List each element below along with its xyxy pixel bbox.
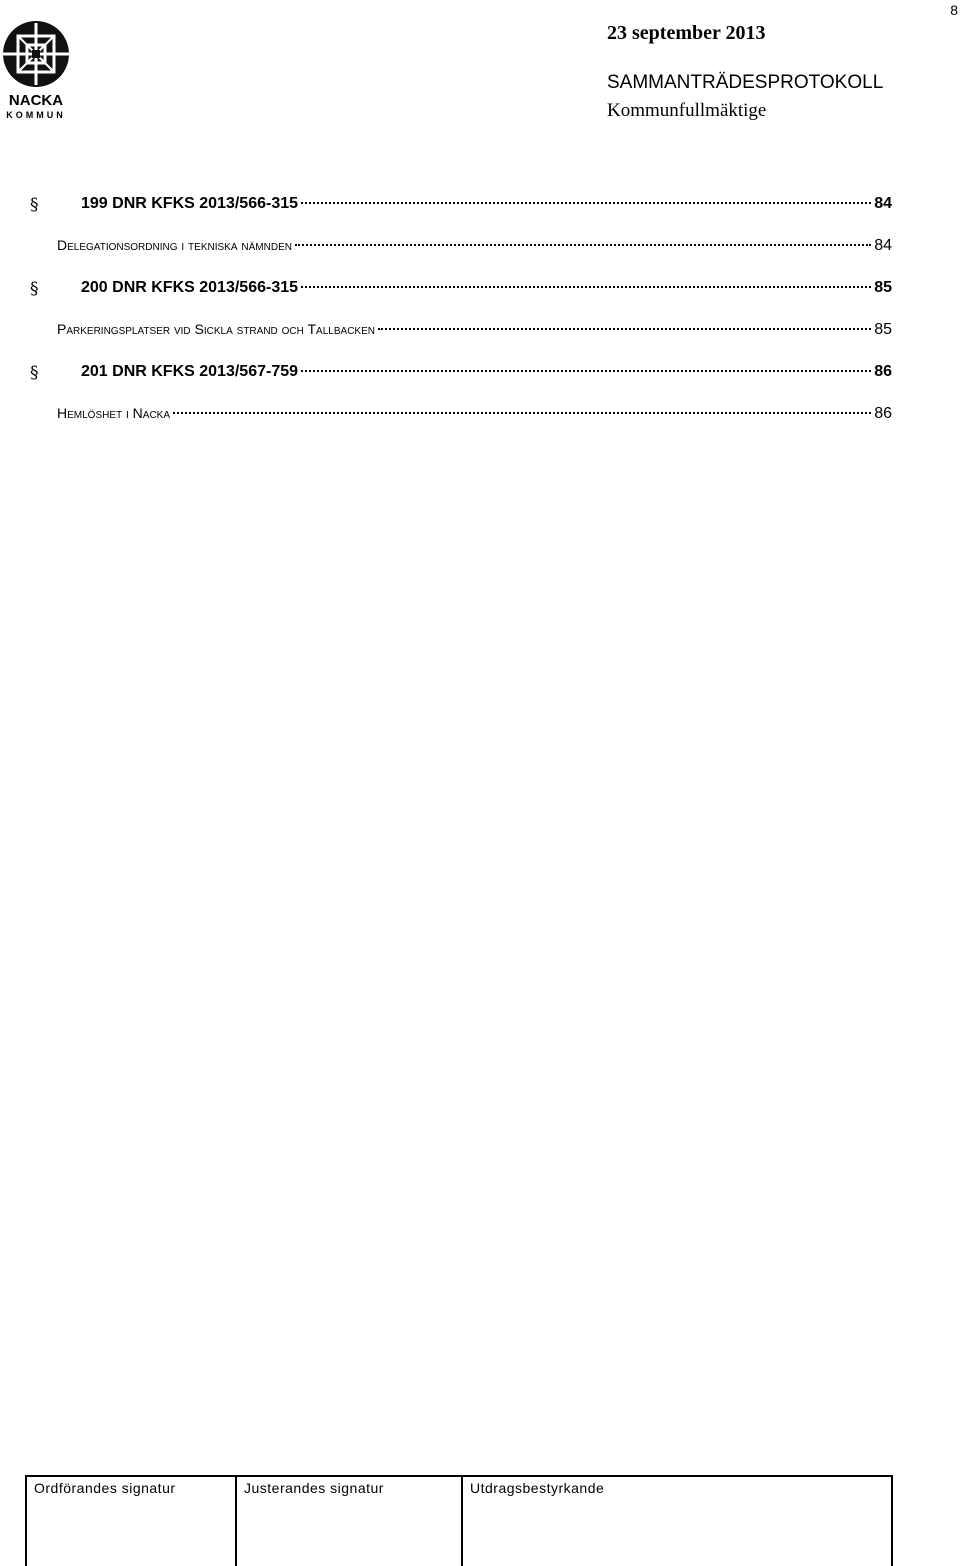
section-sign-icon: § bbox=[30, 363, 39, 383]
toc-leader-dots bbox=[378, 328, 871, 330]
toc-entry-subject[interactable] bbox=[30, 237, 892, 279]
chair-signature-label: Ordförandes signatur bbox=[34, 1480, 176, 1496]
section-sign-icon: § bbox=[30, 195, 39, 215]
toc-page-number: 85 bbox=[874, 279, 892, 296]
meeting-date: 23 september 2013 bbox=[607, 22, 766, 44]
toc-entry-label: Hemlöshet i Nacka bbox=[57, 405, 171, 421]
adjuster-signature-cell bbox=[236, 1476, 462, 1566]
toc-entry-subject[interactable] bbox=[30, 405, 892, 447]
section-sign-icon: § bbox=[30, 279, 39, 299]
nacka-emblem-icon bbox=[0, 20, 72, 92]
document-title: SAMMANTRÄDESPROTOKOLL bbox=[607, 72, 884, 93]
toc-entry-label: Delegationsordning i tekniska nämnden bbox=[57, 237, 292, 253]
toc-leader-dots bbox=[295, 244, 871, 246]
toc-entry-label: 199 DNR KFKS 2013/566-315 bbox=[81, 195, 299, 212]
table-of-contents bbox=[30, 195, 892, 447]
page-number: 8 bbox=[950, 2, 958, 18]
toc-leader-dots bbox=[301, 286, 871, 288]
toc-entry-section[interactable] bbox=[30, 279, 892, 321]
chair-signature-cell bbox=[26, 1476, 236, 1566]
toc-leader-dots bbox=[301, 370, 871, 372]
toc-leader-dots bbox=[301, 202, 871, 204]
toc-page-number: 86 bbox=[874, 363, 892, 380]
signature-table bbox=[25, 1475, 893, 1566]
toc-page-number: 86 bbox=[874, 405, 892, 422]
adjuster-signature-label: Justerandes signatur bbox=[244, 1480, 384, 1496]
toc-entry-subject[interactable] bbox=[30, 321, 892, 363]
logo-name: NACKA bbox=[8, 92, 64, 109]
toc-leader-dots bbox=[173, 412, 871, 414]
toc-page-number: 84 bbox=[874, 195, 892, 212]
toc-page-number: 84 bbox=[874, 237, 892, 254]
certified-extract-cell bbox=[462, 1476, 892, 1566]
nacka-logo bbox=[0, 20, 72, 120]
logo-subtitle: KOMMUN bbox=[6, 110, 66, 120]
toc-page-number: 85 bbox=[874, 321, 892, 338]
toc-entry-label: 201 DNR KFKS 2013/567-759 bbox=[81, 363, 299, 380]
toc-entry-section[interactable] bbox=[30, 195, 892, 237]
toc-entry-label: Parkeringsplatser vid Sickla strand och Tallbacken bbox=[57, 321, 375, 337]
toc-entry-label: 200 DNR KFKS 2013/566-315 bbox=[81, 279, 299, 296]
certified-extract-label: Utdragsbestyrkande bbox=[470, 1480, 605, 1496]
toc-entry-section[interactable] bbox=[30, 363, 892, 405]
governing-body: Kommunfullmäktige bbox=[607, 100, 767, 121]
